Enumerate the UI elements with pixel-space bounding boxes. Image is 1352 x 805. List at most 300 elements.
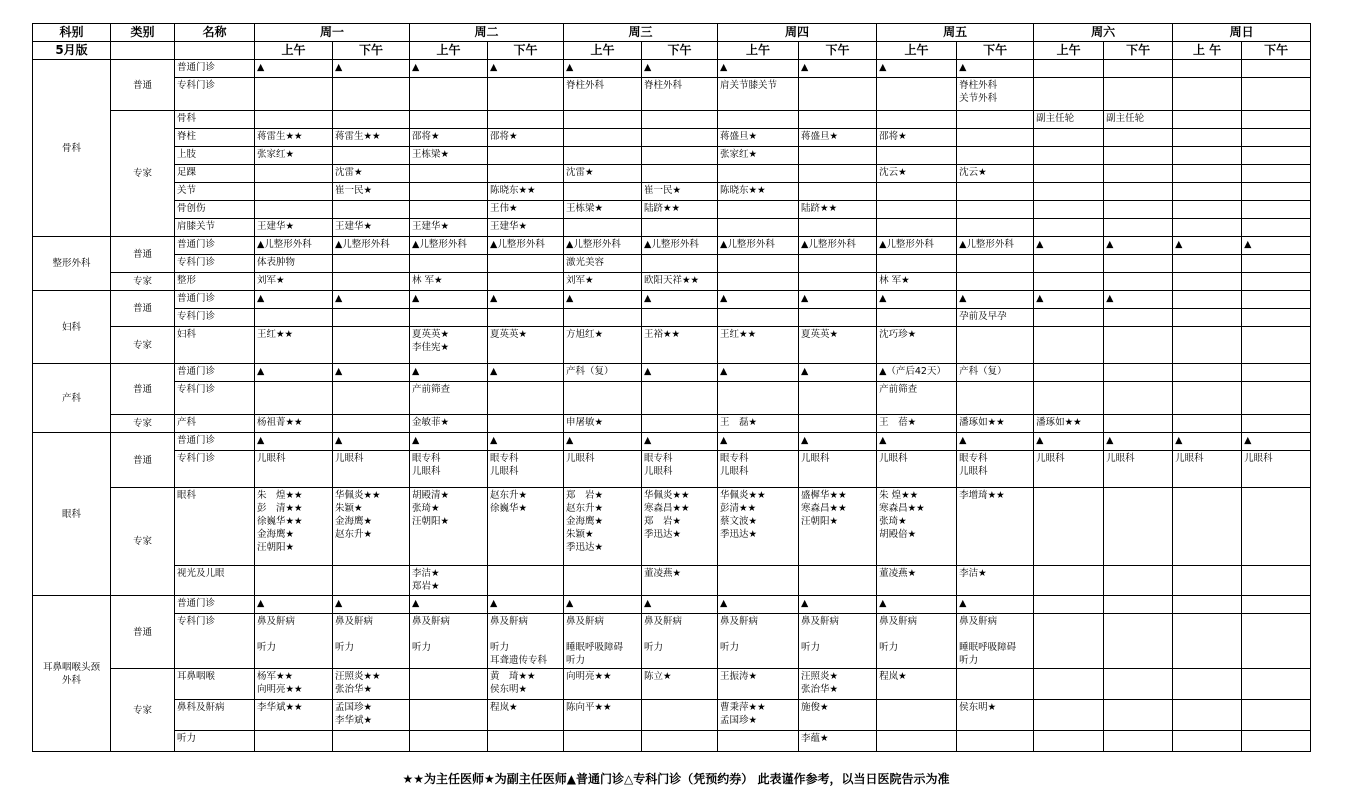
schedule-cell	[1242, 273, 1311, 291]
schedule-cell	[1034, 183, 1104, 201]
department-name: 整形外科	[33, 237, 111, 291]
schedule-cell: 陈立★	[642, 669, 718, 700]
schedule-cell: ▲	[1034, 237, 1104, 255]
table-row	[33, 111, 1311, 129]
header-half: 上午	[410, 42, 488, 60]
schedule-cell: 陆跻★★	[642, 201, 718, 219]
schedule-cell: ▲	[642, 433, 718, 451]
clinic-name: 专科门诊	[175, 78, 255, 111]
category-type: 普通	[111, 60, 175, 111]
schedule-cell	[255, 201, 333, 219]
category-type: 普通	[111, 291, 175, 327]
schedule-cell: 儿眼科	[877, 451, 957, 488]
schedule-cell: 脊柱外科	[642, 78, 718, 111]
table-row	[33, 364, 1311, 382]
schedule-cell	[1173, 273, 1242, 291]
schedule-cell	[1242, 78, 1311, 111]
schedule-cell	[957, 382, 1034, 415]
schedule-cell	[718, 566, 799, 596]
category-type: 专家	[111, 488, 175, 596]
schedule-cell	[564, 566, 642, 596]
schedule-cell: 夏英英★ 李佳宪★	[410, 327, 488, 364]
schedule-cell: ▲	[255, 596, 333, 614]
schedule-cell	[1242, 669, 1311, 700]
schedule-cell	[718, 165, 799, 183]
schedule-cell: 夏英英★	[488, 327, 564, 364]
schedule-cell	[1034, 488, 1104, 566]
schedule-cell	[255, 165, 333, 183]
schedule-cell	[1104, 60, 1173, 78]
schedule-cell: 产前筛查	[410, 382, 488, 415]
header-half: 下午	[1104, 42, 1173, 60]
table-row	[33, 60, 1311, 78]
schedule-cell	[564, 129, 642, 147]
edition-label: 5月版	[33, 42, 111, 60]
schedule-cell	[642, 129, 718, 147]
schedule-cell	[1034, 327, 1104, 364]
schedule-cell	[410, 731, 488, 752]
schedule-cell	[1242, 183, 1311, 201]
table-row	[33, 669, 1311, 700]
schedule-cell: ▲	[333, 433, 410, 451]
schedule-cell: ▲	[877, 596, 957, 614]
schedule-cell	[642, 165, 718, 183]
schedule-cell: 鼻及鼾病 睡眠呼吸障碍 听力	[957, 614, 1034, 669]
header-type: 类别	[111, 24, 175, 42]
schedule-cell	[1173, 566, 1242, 596]
header-dept: 科别	[33, 24, 111, 42]
schedule-cell: 蒋雷生★★	[333, 129, 410, 147]
schedule-cell	[1034, 309, 1104, 327]
schedule-cell	[488, 566, 564, 596]
schedule-cell	[1104, 566, 1173, 596]
schedule-cell	[333, 273, 410, 291]
schedule-cell	[642, 111, 718, 129]
schedule-cell	[1173, 78, 1242, 111]
header-blank	[175, 42, 255, 60]
header-half: 下午	[488, 42, 564, 60]
schedule-cell	[1242, 327, 1311, 364]
schedule-cell: ▲	[957, 433, 1034, 451]
schedule-cell: 孟国珍★ 李华斌★	[333, 700, 410, 731]
schedule-cell	[799, 147, 877, 165]
schedule-cell: ▲	[1034, 291, 1104, 309]
schedule-cell: ▲	[799, 596, 877, 614]
schedule-cell	[877, 78, 957, 111]
schedule-cell: 邵将★	[488, 129, 564, 147]
schedule-cell: 陈向平★★	[564, 700, 642, 731]
clinic-name: 妇科	[175, 327, 255, 364]
header-half: 上午	[564, 42, 642, 60]
clinic-name: 耳鼻咽喉	[175, 669, 255, 700]
schedule-cell: ▲	[1242, 237, 1311, 255]
table-row	[33, 291, 1311, 309]
clinic-name: 脊柱	[175, 129, 255, 147]
schedule-cell	[1034, 731, 1104, 752]
table-row	[33, 165, 1311, 183]
schedule-cell	[1034, 219, 1104, 237]
table-row	[33, 273, 1311, 291]
schedule-cell: 朱 煌★★ 彭 清★★ 徐巍华★★ 金海鹰★ 汪朝阳★	[255, 488, 333, 566]
schedule-cell	[799, 255, 877, 273]
schedule-cell	[410, 111, 488, 129]
schedule-cell	[1034, 201, 1104, 219]
schedule-cell	[1242, 415, 1311, 433]
schedule-cell	[1242, 111, 1311, 129]
schedule-cell	[1173, 596, 1242, 614]
schedule-cell	[957, 273, 1034, 291]
table-row	[33, 237, 1311, 255]
schedule-cell	[410, 700, 488, 731]
schedule-cell	[642, 731, 718, 752]
schedule-cell: ▲	[255, 364, 333, 382]
schedule-cell	[1173, 415, 1242, 433]
schedule-cell	[642, 309, 718, 327]
schedule-cell: 金敏菲★	[410, 415, 488, 433]
schedule-cell: ▲	[799, 291, 877, 309]
schedule-cell	[1242, 731, 1311, 752]
table-row	[33, 219, 1311, 237]
schedule-cell: ▲	[642, 291, 718, 309]
table-row	[33, 415, 1311, 433]
schedule-cell	[1173, 364, 1242, 382]
schedule-cell: 王建华★	[488, 219, 564, 237]
schedule-cell: 潘琢如★★	[957, 415, 1034, 433]
clinic-name: 眼科	[175, 488, 255, 566]
schedule-cell: 董凌燕★	[877, 566, 957, 596]
schedule-cell	[1242, 700, 1311, 731]
schedule-cell	[410, 255, 488, 273]
schedule-cell	[1104, 382, 1173, 415]
schedule-cell: ▲	[333, 60, 410, 78]
schedule-cell: ▲儿整形外科	[564, 237, 642, 255]
header-half: 上午	[255, 42, 333, 60]
schedule-cell: 鼻及鼾病 听力	[410, 614, 488, 669]
schedule-cell: 鼻及鼾病 听力	[877, 614, 957, 669]
schedule-cell	[488, 147, 564, 165]
schedule-cell: ▲	[799, 364, 877, 382]
schedule-cell	[255, 78, 333, 111]
schedule-cell	[877, 147, 957, 165]
category-type: 专家	[111, 111, 175, 237]
schedule-cell: ▲	[877, 291, 957, 309]
schedule-cell	[1104, 415, 1173, 433]
schedule-cell: 王伟★	[488, 201, 564, 219]
schedule-cell: ▲	[1173, 433, 1242, 451]
schedule-cell: 王栋梁★	[564, 201, 642, 219]
schedule-cell: ▲	[564, 433, 642, 451]
schedule-cell	[488, 255, 564, 273]
schedule-cell	[1034, 60, 1104, 78]
schedule-cell	[1173, 183, 1242, 201]
schedule-cell	[1034, 147, 1104, 165]
clinic-name: 专科门诊	[175, 614, 255, 669]
schedule-cell	[333, 147, 410, 165]
schedule-cell	[410, 309, 488, 327]
schedule-cell: 鼻及鼾病 听力 耳聋遗传专科	[488, 614, 564, 669]
schedule-cell	[799, 382, 877, 415]
schedule-cell	[1104, 273, 1173, 291]
schedule-cell	[1104, 147, 1173, 165]
schedule-cell: ▲	[799, 433, 877, 451]
schedule-cell	[488, 731, 564, 752]
schedule-cell	[877, 731, 957, 752]
schedule-cell: 产科（复）	[564, 364, 642, 382]
department-name: 骨科	[33, 60, 111, 237]
clinic-name: 普通门诊	[175, 596, 255, 614]
header-name: 名称	[175, 24, 255, 42]
schedule-cell: 脊柱外科 关节外科	[957, 78, 1034, 111]
schedule-cell	[1034, 382, 1104, 415]
schedule-cell	[799, 78, 877, 111]
schedule-cell: 华佩炎★★ 寒森昌★★ 郑 岩★ 季迅达★	[642, 488, 718, 566]
schedule-cell: 李华斌★★	[255, 700, 333, 731]
schedule-cell	[799, 273, 877, 291]
schedule-cell: 侯东明★	[957, 700, 1034, 731]
header-half: 下午	[1242, 42, 1311, 60]
schedule-cell: 王 磊★	[718, 415, 799, 433]
schedule-cell	[1173, 219, 1242, 237]
schedule-cell: 汪照炎★★ 张治华★	[333, 669, 410, 700]
schedule-cell	[642, 219, 718, 237]
schedule-cell: 鼻及鼾病 听力	[333, 614, 410, 669]
schedule-cell	[1173, 111, 1242, 129]
schedule-cell: 鼻及鼾病 听力	[799, 614, 877, 669]
header-day: 周三	[564, 24, 718, 42]
schedule-cell	[1173, 129, 1242, 147]
schedule-cell: 华佩炎★★ 朱颖★ 金海鹰★ 赵东升★	[333, 488, 410, 566]
table-row	[33, 566, 1311, 596]
schedule-cell: 王建华★	[333, 219, 410, 237]
schedule-cell	[957, 129, 1034, 147]
schedule-cell	[333, 566, 410, 596]
schedule-cell	[488, 415, 564, 433]
schedule-cell: 朱 煌★★ 寒森昌★★ 张琦★ 胡殿倍★	[877, 488, 957, 566]
schedule-cell	[1242, 60, 1311, 78]
clinic-name: 骨科	[175, 111, 255, 129]
clinic-name: 专科门诊	[175, 382, 255, 415]
clinic-name: 关节	[175, 183, 255, 201]
schedule-cell: 王振涛★	[718, 669, 799, 700]
schedule-cell: 沈巧珍★	[877, 327, 957, 364]
schedule-cell: ▲	[564, 60, 642, 78]
table-row	[33, 433, 1311, 451]
schedule-cell: 儿眼科	[799, 451, 877, 488]
schedule-cell: 儿眼科	[255, 451, 333, 488]
schedule-cell	[410, 78, 488, 111]
schedule-cell	[799, 183, 877, 201]
schedule-cell: ▲	[877, 60, 957, 78]
schedule-cell: ▲儿整形外科	[877, 237, 957, 255]
schedule-cell	[1173, 255, 1242, 273]
clinic-name: 普通门诊	[175, 433, 255, 451]
schedule-cell: 杨军★★ 向明亮★★	[255, 669, 333, 700]
schedule-cell	[957, 111, 1034, 129]
legend-footnote: ★★为主任医师★为副主任医师▲普通门诊△专科门诊（凭预约券） 此表谨作参考，以当日医院告示为准	[402, 772, 950, 786]
table-row	[33, 129, 1311, 147]
schedule-cell: ▲	[255, 60, 333, 78]
schedule-cell: ▲	[957, 291, 1034, 309]
schedule-cell	[957, 255, 1034, 273]
schedule-cell: 儿眼科	[1242, 451, 1311, 488]
schedule-cell	[333, 327, 410, 364]
schedule-cell: ▲	[410, 433, 488, 451]
clinic-name: 足踝	[175, 165, 255, 183]
schedule-cell: ▲	[718, 291, 799, 309]
schedule-cell	[1034, 273, 1104, 291]
schedule-cell	[488, 309, 564, 327]
schedule-cell: ▲	[957, 596, 1034, 614]
schedule-cell: 曹秉萍★★ 孟国珍★	[718, 700, 799, 731]
schedule-cell	[1242, 614, 1311, 669]
schedule-cell	[799, 111, 877, 129]
schedule-cell: 林 军★	[877, 273, 957, 291]
schedule-cell: ▲	[488, 60, 564, 78]
schedule-cell: 董凌燕★	[642, 566, 718, 596]
schedule-cell: 夏英英★	[799, 327, 877, 364]
schedule-cell	[1242, 219, 1311, 237]
schedule-cell	[564, 382, 642, 415]
schedule-cell	[1173, 291, 1242, 309]
schedule-cell: ▲	[799, 60, 877, 78]
schedule-cell: ▲	[718, 433, 799, 451]
schedule-cell: 杨祖菁★★	[255, 415, 333, 433]
schedule-cell	[1034, 566, 1104, 596]
schedule-cell	[1173, 165, 1242, 183]
header-half: 下午	[799, 42, 877, 60]
schedule-cell	[718, 219, 799, 237]
schedule-cell	[1104, 614, 1173, 669]
schedule-cell	[877, 201, 957, 219]
department-name: 耳鼻咽喉头颈 外科	[33, 596, 111, 752]
clinic-name: 专科门诊	[175, 255, 255, 273]
schedule-cell	[1173, 614, 1242, 669]
clinic-name: 专科门诊	[175, 451, 255, 488]
schedule-cell	[1173, 731, 1242, 752]
schedule-cell	[488, 78, 564, 111]
schedule-cell	[1034, 614, 1104, 669]
schedule-cell	[1104, 364, 1173, 382]
schedule-cell	[1104, 255, 1173, 273]
schedule-cell: 儿眼科	[1104, 451, 1173, 488]
schedule-cell: 蒋盛旦★	[799, 129, 877, 147]
header-day: 周四	[718, 24, 877, 42]
schedule-cell: 鼻及鼾病 听力	[718, 614, 799, 669]
schedule-cell	[718, 255, 799, 273]
schedule-cell: 陈晓东★★	[488, 183, 564, 201]
clinic-name: 鼻科及鼾病	[175, 700, 255, 731]
clinic-name: 肩膝关节	[175, 219, 255, 237]
schedule-cell: 盛樨华★★ 寒森昌★★ 汪朝阳★	[799, 488, 877, 566]
schedule-cell: 蒋雷生★★	[255, 129, 333, 147]
schedule-cell	[877, 309, 957, 327]
schedule-cell: 王裕★★	[642, 327, 718, 364]
schedule-cell: 鼻及鼾病 睡眠呼吸障碍 听力	[564, 614, 642, 669]
clinic-name: 整形	[175, 273, 255, 291]
schedule-cell	[1242, 255, 1311, 273]
schedule-cell	[799, 415, 877, 433]
schedule-cell	[1173, 488, 1242, 566]
category-type: 专家	[111, 415, 175, 433]
schedule-cell	[642, 382, 718, 415]
schedule-cell: 王建华★	[410, 219, 488, 237]
schedule-cell	[1034, 596, 1104, 614]
schedule-cell: ▲	[564, 291, 642, 309]
table-row	[33, 327, 1311, 364]
schedule-cell	[1034, 129, 1104, 147]
schedule-cell: ▲	[718, 596, 799, 614]
category-type: 专家	[111, 273, 175, 291]
schedule-cell: 李蕴★	[799, 731, 877, 752]
schedule-cell	[333, 78, 410, 111]
schedule-cell	[1242, 566, 1311, 596]
schedule-cell: 眼专科 儿眼科	[957, 451, 1034, 488]
schedule-body	[33, 24, 1311, 752]
schedule-cell	[718, 309, 799, 327]
schedule-cell	[642, 255, 718, 273]
schedule-cell	[1104, 731, 1173, 752]
schedule-cell	[957, 201, 1034, 219]
header-half: 上午	[877, 42, 957, 60]
schedule-cell	[333, 309, 410, 327]
schedule-cell: ▲	[642, 60, 718, 78]
schedule-cell: ▲儿整形外科	[718, 237, 799, 255]
schedule-cell: 蒋盛旦★	[718, 129, 799, 147]
schedule-cell	[1242, 291, 1311, 309]
schedule-cell: 胡殿清★ 张琦★ 汪朝阳★	[410, 488, 488, 566]
schedule-cell	[642, 700, 718, 731]
header-half: 下午	[957, 42, 1034, 60]
schedule-cell	[642, 415, 718, 433]
schedule-cell: ▲	[1104, 237, 1173, 255]
table-row	[33, 147, 1311, 165]
schedule-cell: 李洁★ 郑岩★	[410, 566, 488, 596]
schedule-cell: 李增琦★★	[957, 488, 1034, 566]
header-day: 周五	[877, 24, 1034, 42]
schedule-cell: 眼专科 儿眼科	[642, 451, 718, 488]
schedule-cell: 儿眼科	[333, 451, 410, 488]
schedule-cell	[1242, 596, 1311, 614]
schedule-cell: 汪照炎★ 张治华★	[799, 669, 877, 700]
clinic-name: 上肢	[175, 147, 255, 165]
schedule-cell	[1104, 219, 1173, 237]
schedule-cell	[1104, 669, 1173, 700]
schedule-cell: 沈云★	[957, 165, 1034, 183]
schedule-cell	[255, 309, 333, 327]
header-day: 周六	[1034, 24, 1173, 42]
department-name: 产科	[33, 364, 111, 433]
schedule-cell: 向明亮★★	[564, 669, 642, 700]
schedule-cell: 沈雷★	[564, 165, 642, 183]
schedule-cell: ▲儿整形外科	[957, 237, 1034, 255]
schedule-cell: 副主任轮	[1034, 111, 1104, 129]
schedule-cell: 刘军★	[564, 273, 642, 291]
schedule-cell: 鼻及鼾病 听力	[642, 614, 718, 669]
schedule-cell: ▲儿整形外科	[488, 237, 564, 255]
schedule-cell	[1104, 183, 1173, 201]
schedule-cell	[488, 382, 564, 415]
schedule-cell: 沈雷★	[333, 165, 410, 183]
schedule-cell	[957, 183, 1034, 201]
table-row	[33, 488, 1311, 566]
schedule-cell	[255, 382, 333, 415]
schedule-cell	[1034, 669, 1104, 700]
schedule-cell: ▲	[642, 596, 718, 614]
schedule-cell: ▲	[488, 596, 564, 614]
table-row	[33, 451, 1311, 488]
category-type: 普通	[111, 364, 175, 415]
schedule-cell: ▲儿整形外科	[255, 237, 333, 255]
